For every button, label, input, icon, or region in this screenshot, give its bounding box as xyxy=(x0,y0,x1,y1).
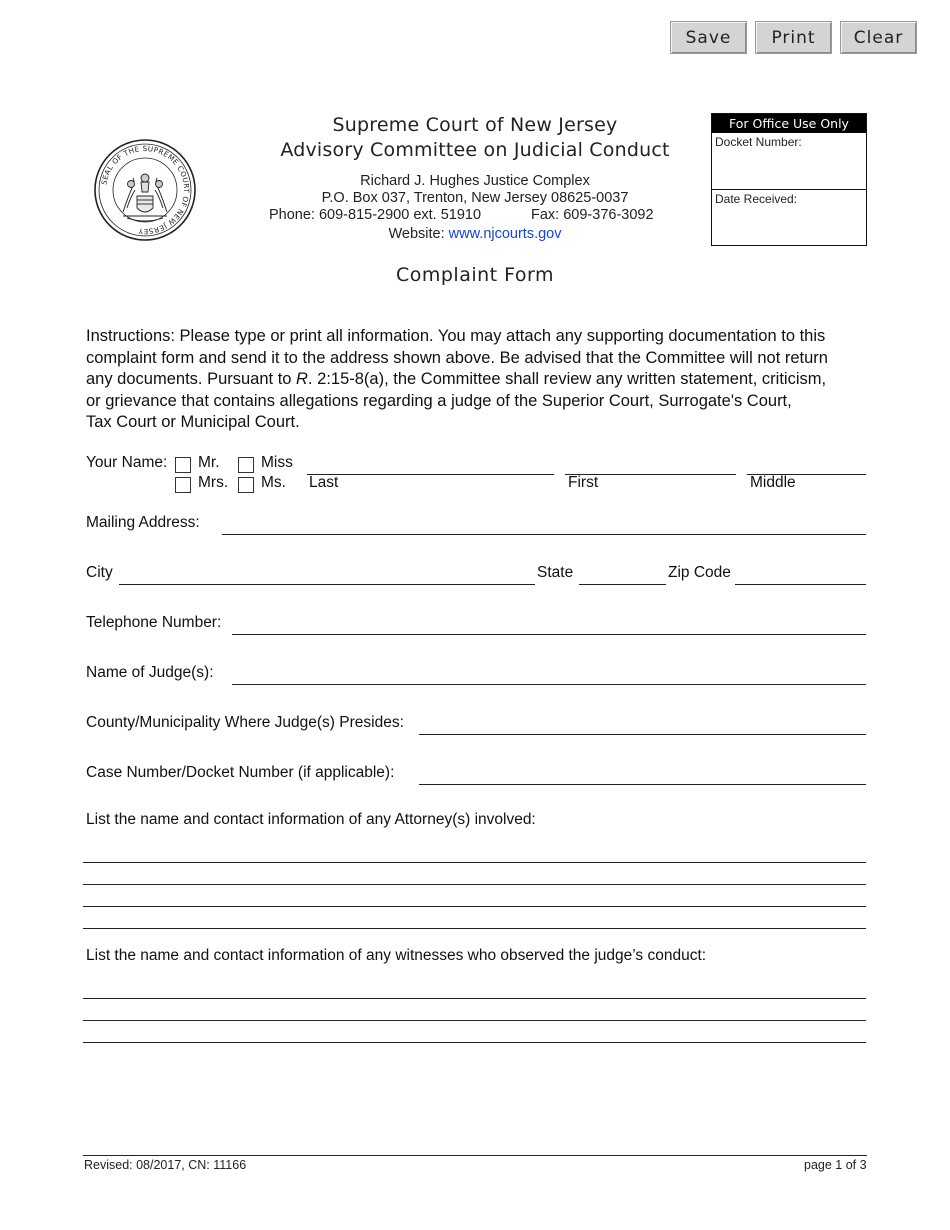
instructions-line: Tax Court or Municipal Court. xyxy=(86,413,300,431)
docket-number-label: Docket Number: xyxy=(715,135,802,149)
mrs-checkbox[interactable] xyxy=(175,477,191,493)
docket-number-cell xyxy=(712,133,866,189)
svg-text:SEAL OF THE SUPREME COURT OF N: SEAL OF THE SUPREME COURT OF NEW JERSEY xyxy=(99,143,192,237)
middle-name-caption: Middle xyxy=(750,474,796,491)
witnesses-label: List the name and contact information of any witnesses who observed the judge’s conduct: xyxy=(86,947,707,964)
date-received-cell xyxy=(712,189,866,245)
save-button[interactable]: Save xyxy=(670,21,747,54)
print-button[interactable]: Print xyxy=(755,21,832,54)
ms-checkbox[interactable] xyxy=(238,477,254,493)
mr-checkbox[interactable] xyxy=(175,457,191,473)
page-number: page 1 of 3 xyxy=(804,1158,867,1172)
form-title: Complaint Form xyxy=(395,264,555,286)
fax-number: Fax: 609-376-3092 xyxy=(531,207,654,223)
case-number-field[interactable] xyxy=(419,784,866,785)
mrs-label: Mrs. xyxy=(198,474,229,491)
telephone-field[interactable] xyxy=(232,634,866,635)
revision-note: Revised: 08/2017, CN: 11166 xyxy=(84,1158,247,1172)
footer-divider xyxy=(83,1155,867,1156)
office-use-heading: For Office Use Only xyxy=(712,114,866,133)
miss-checkbox[interactable] xyxy=(238,457,254,473)
attorneys-field-line[interactable] xyxy=(83,862,866,863)
attorneys-label: List the name and contact information of any Attorney(s) involved: xyxy=(86,811,536,828)
judge-name-field[interactable] xyxy=(232,684,866,685)
witnesses-field-line[interactable] xyxy=(83,1042,866,1043)
instructions-line: any documents. Pursuant to R. 2:15-8(a), the Committee shall review any written statement, criticism, xyxy=(86,370,827,388)
mr-label: Mr. xyxy=(198,454,220,471)
instructions-line: or grievance that contains allegations regarding a judge of the Superior Court, Surrogate's Court, xyxy=(86,391,792,410)
state-field[interactable] xyxy=(579,584,666,585)
phone-number: Phone: 609-815-2900 ext. 51910 xyxy=(269,207,482,223)
attorneys-field-line[interactable] xyxy=(83,884,866,885)
first-name-caption: First xyxy=(568,474,599,491)
state-label: State xyxy=(537,564,574,581)
witnesses-field-line[interactable] xyxy=(83,1020,866,1021)
city-label: City xyxy=(86,564,113,581)
ms-label: Ms. xyxy=(261,474,286,491)
instructions-line: complaint form and send it to the address shown above. Be advised that the Committee will not return xyxy=(86,348,828,367)
address-line-1: Richard J. Hughes Justice Complex xyxy=(360,173,590,189)
zip-code-label: Zip Code xyxy=(668,564,731,581)
clear-button[interactable]: Clear xyxy=(840,21,917,54)
office-use-box xyxy=(711,113,867,246)
mailing-address-label: Mailing Address: xyxy=(86,514,200,531)
instructions xyxy=(86,326,876,434)
telephone-label: Telephone Number: xyxy=(86,614,222,631)
instructions-line: Instructions: Please type or print all information. You may attach any supporting documentation to this xyxy=(86,327,826,345)
mailing-address-field[interactable] xyxy=(222,534,866,535)
website-link[interactable]: www.njcourts.gov xyxy=(448,226,562,242)
date-received-label: Date Received: xyxy=(715,192,798,206)
attorneys-field-line[interactable] xyxy=(83,906,866,907)
witnesses-field-line[interactable] xyxy=(83,998,866,999)
county-field[interactable] xyxy=(419,734,866,735)
address-line-2: P.O. Box 037, Trenton, New Jersey 08625-0037 xyxy=(321,190,629,206)
committee-name: Advisory Committee on Judicial Conduct xyxy=(280,139,670,161)
your-name-label: Your Name: xyxy=(86,454,168,471)
case-number-label: Case Number/Docket Number (if applicable): xyxy=(86,764,395,781)
zip-code-field[interactable] xyxy=(735,584,866,585)
attorneys-field-line[interactable] xyxy=(83,928,866,929)
county-label: County/Municipality Where Judge(s) Presides: xyxy=(86,714,404,731)
city-field[interactable] xyxy=(119,584,535,585)
miss-label: Miss xyxy=(261,454,293,471)
website-label: Website: xyxy=(388,226,445,242)
judge-name-label: Name of Judge(s): xyxy=(86,664,214,681)
court-name: Supreme Court of New Jersey xyxy=(332,114,618,136)
last-name-field[interactable] xyxy=(307,474,554,475)
last-name-caption: Last xyxy=(309,474,339,491)
